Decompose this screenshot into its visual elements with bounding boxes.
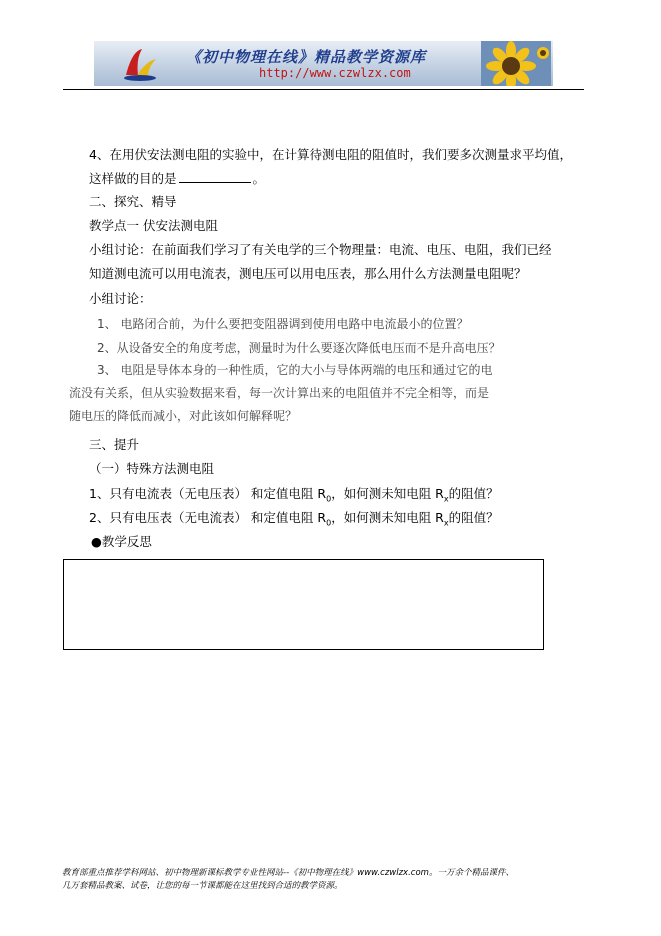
group-discussion-line2: 知道测电流可以用电流表，测电压可以用电压表，那么用什么方法测量电阻呢？	[89, 266, 527, 281]
discussion-item: 2、从设备安全的角度考虑，测量时为什么要逐次降低电压而不是升高电压？	[97, 341, 501, 355]
sunflower-icon	[481, 41, 551, 86]
question-4-text: 这样做的目的是	[89, 171, 177, 186]
special-method-heading: （一）特殊方法测电阻	[89, 461, 215, 476]
site-logo-icon	[122, 45, 158, 83]
question-1: 1、只有电流表（无电压表） 和定值电阻 $R_0$，如何测未知电阻 $R_x$的阻值？	[89, 486, 499, 504]
teaching-reflection-label: ●教学反思	[91, 534, 152, 549]
discussion-item: 随电压的降低而减小，对此该如何解释呢？	[69, 409, 298, 423]
section-3-heading: 三、提升	[89, 437, 140, 452]
header-banner	[94, 41, 553, 86]
discussion-item: 1、 电路闭合前，为什么要把变阻器调到使用电路中电流最小的位置？	[97, 317, 469, 331]
section-2-heading: 二、探究、精导	[89, 194, 177, 209]
footer-line1: 教育部重点推荐学科网站、初中物理新课标教学专业性网站--《初中物理在线》www.czwlzx.com。一万余个精品课件、	[62, 868, 514, 878]
banner-title: 《初中物理在线》精品教学资源库	[186, 48, 427, 66]
discussion-item: 流没有关系，但从实验数据来看，每一次计算出来的电阻值并不完全相等，而是	[69, 386, 490, 400]
question-2: 2、只有电压表（无电流表） 和定值电阻 $R_0$，如何测未知电阻 $R_x$的阻值？	[89, 510, 499, 528]
group-discussion-line1: 小组讨论：在前面我们学习了有关电学的三个物理量：电流、电压、电阻，我们已经	[89, 242, 552, 257]
question-4-end: 。	[252, 171, 266, 186]
teaching-reflection-box	[63, 559, 544, 650]
header-divider	[63, 89, 584, 90]
teaching-point-1: 教学点一 伏安法测电阻	[89, 218, 218, 233]
question-4-line1: 4、在用伏安法测电阻的实验中，在计算待测电阻的阻值时，我们要多次测量求平均值，	[89, 147, 572, 162]
group-discussion-label: 小组讨论：	[89, 291, 152, 306]
footer-line2: 几万套精品教案、试卷，让您的每一节课都能在这里找到合适的教学资源。	[62, 881, 343, 891]
question-4-line2	[89, 170, 265, 187]
discussion-item: 3、 电阻是导体本身的一种性质，它的大小与导体两端的电压和通过它的电	[97, 363, 493, 377]
banner-url: http://www.czwlzx.com	[259, 66, 411, 80]
answer-blank	[179, 170, 251, 183]
